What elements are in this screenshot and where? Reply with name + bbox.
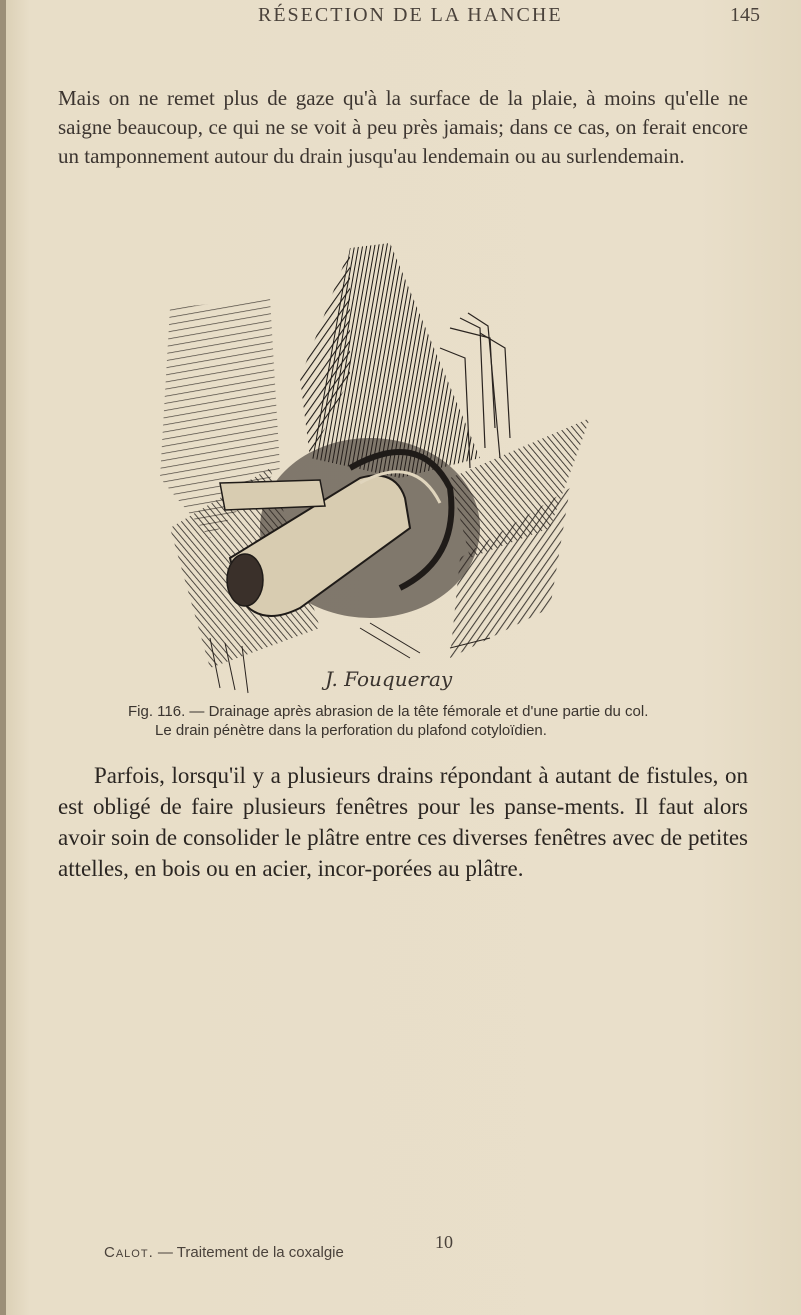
page-number: 145 — [730, 4, 760, 26]
retractor-blade — [220, 480, 325, 510]
engraving-figure — [150, 228, 610, 698]
running-head: RÉSECTION DE LA HANCHE — [258, 4, 563, 26]
footer-title: — Traitement de la coxalgie — [157, 1244, 344, 1261]
footer-author: Calot. — [104, 1244, 154, 1261]
paragraph-2: Parfois, lorsqu'il y a plusieurs drains répondant à autant de fistules, on est obligé de faire plusieurs fenêtres pour les panse-ments. Il faut alors avoir soin de consolider le plâtre entre ces diverses fenêtres avec de petites attelles, en bois ou en acier, incor-porées au plâtre. — [58, 763, 748, 881]
drain-end — [227, 554, 263, 606]
footer-signature-line — [104, 1244, 344, 1261]
hip-drainage-engraving — [150, 228, 610, 698]
paragraph-1: Mais on ne remet plus de gaze qu'à la surface de la plaie, à moins qu'elle ne saigne beaucoup, ce qui ne se voit à peu près jamais; dans ce cas, on ferait encore un tamponnement autour du drain jusqu'au lendemain ou au surlendemain. — [58, 86, 748, 168]
artist-signature: J. Fouqueray — [325, 667, 453, 691]
figure-caption — [128, 702, 748, 740]
caption-line-1: Fig. 116. — Drainage après abrasion de la tête fémorale et d'une partie du col. — [128, 703, 649, 720]
page-spine-shadow — [0, 0, 6, 1315]
caption-line-2: Le drain pénètre dans la perforation du plafond cotyloïdien. — [155, 722, 547, 739]
signature-number: 10 — [435, 1232, 453, 1252]
